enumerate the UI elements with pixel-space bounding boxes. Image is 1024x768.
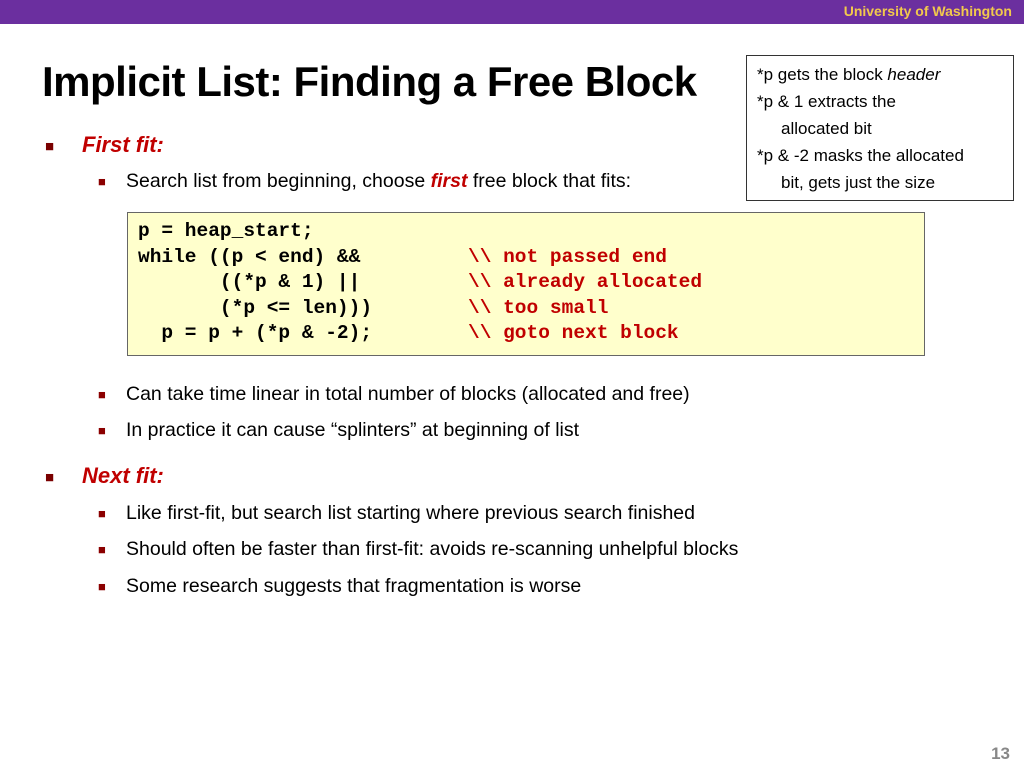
code-line-2: while ((p < end) && bbox=[138, 246, 361, 268]
code-block bbox=[127, 212, 925, 356]
first-fit-item-1: Search list from beginning, choose first free block that fits: bbox=[126, 170, 632, 192]
next-fit-heading: Next fit: bbox=[82, 463, 164, 488]
code-line-3: ((*p & 1) || bbox=[138, 271, 361, 293]
next-fit-item-3: Some research suggests that fragmentation is worse bbox=[126, 575, 582, 597]
next-fit-item-2: Should often be faster than first-fit: avoids re-scanning unhelpful blocks bbox=[126, 538, 739, 560]
callout-line-1: *p gets the block header bbox=[757, 65, 941, 84]
callout-line-4: *p & -2 masks the allocated bbox=[757, 146, 964, 165]
bullet-square-icon: ■ bbox=[45, 469, 55, 486]
bullet-square-icon: ■ bbox=[98, 542, 106, 557]
code-comment-3: \\ already allocated bbox=[468, 271, 703, 293]
code-line-5: p = p + (*p & -2); bbox=[138, 322, 373, 344]
next-fit-item-1: Like first-fit, but search list starting where previous search finished bbox=[126, 502, 695, 524]
callout-emphasis: header bbox=[887, 65, 941, 84]
institution-label: University of Washington bbox=[843, 3, 1012, 19]
code-comment-4: \\ too small bbox=[468, 297, 609, 319]
emphasis-first: first bbox=[430, 170, 468, 192]
page-number: 13 bbox=[991, 744, 1010, 763]
first-fit-item-2: Can take time linear in total number of blocks (allocated and free) bbox=[126, 383, 690, 405]
first-fit-heading: First fit: bbox=[82, 132, 164, 157]
callout-line-2: *p & 1 extracts the bbox=[757, 92, 896, 111]
bullet-square-icon: ■ bbox=[45, 138, 55, 155]
bullet-square-icon: ■ bbox=[98, 579, 106, 594]
callout-line-3: allocated bit bbox=[781, 119, 872, 138]
code-comment-2: \\ not passed end bbox=[468, 246, 667, 268]
slide-title: Implicit List: Finding a Free Block bbox=[42, 58, 697, 105]
top-banner bbox=[0, 0, 1024, 24]
bullet-square-icon: ■ bbox=[98, 174, 106, 189]
callout-line-5: bit, gets just the size bbox=[781, 173, 936, 192]
code-line-4: (*p <= len))) bbox=[138, 297, 373, 319]
first-fit-item-3: In practice it can cause “splinters” at beginning of list bbox=[126, 419, 580, 441]
code-comment-5: \\ goto next block bbox=[468, 322, 679, 344]
bullet-square-icon: ■ bbox=[98, 506, 106, 521]
bullet-square-icon: ■ bbox=[98, 423, 106, 438]
bullet-square-icon: ■ bbox=[98, 387, 106, 402]
callout-box bbox=[746, 55, 1014, 201]
code-line-1: p = heap_start; bbox=[138, 220, 314, 242]
